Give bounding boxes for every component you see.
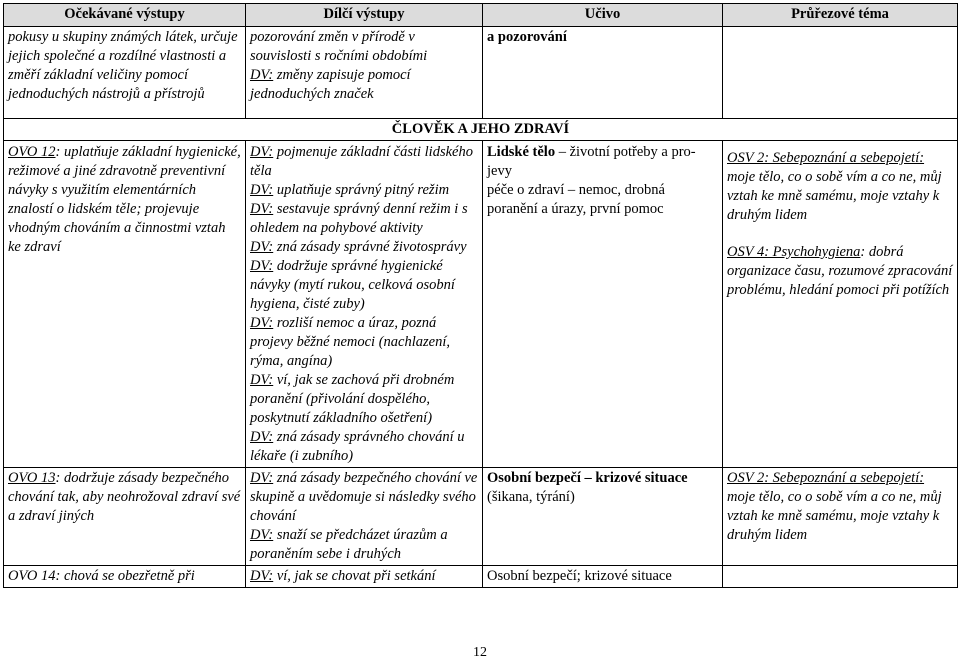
ovo-text: : uplatňuje základní hygienické, režimové a jiné zdravotně preventivní návyky s využitím elementárních znalostí o lidském těle; projevuje vhodným chováním a činnostmi vztah ke zdraví bbox=[8, 144, 241, 255]
cross-text: moje tělo, co o sobě vím a co ne, můj vztah ke mně samému, moje vztahy k druhým lidem bbox=[727, 489, 942, 543]
partial-item: DV: zná zásady bezpečného chování ve skupině a uvědomuje si následky svého chování bbox=[250, 470, 478, 524]
header-expected: Očekávané výstupy bbox=[4, 4, 246, 27]
curriculum-line2: péče o zdraví – nemoc, drobná poranění a úrazy, první pomoc bbox=[487, 182, 665, 217]
partial-item: DV: sestavuje správný denní režim i s ohledem na pohybové aktivity bbox=[250, 201, 468, 236]
cell-expected-last: OVO 14: chová se obezřetně při bbox=[4, 566, 246, 588]
row-health bbox=[4, 141, 958, 468]
cell-expected-top: pokusy u skupiny známých látek, určuje jejich společné a rozdílné vlastnosti a změří základní veličiny pomocí jednoduchých nástrojů a přístrojů bbox=[4, 27, 246, 119]
cell-curriculum-last: Osobní bezpečí; krizové situace bbox=[483, 566, 723, 588]
cell-partial-top bbox=[246, 27, 483, 119]
partial-item: DV: zná zásady správného chování u lékaře (i zubního) bbox=[250, 429, 465, 464]
partial-top-1: pozorování změn v přírodě v souvislosti s ročními obdobími bbox=[250, 29, 428, 64]
partial-top-2: změny zapisuje pomocí jednoduchých značek bbox=[250, 67, 411, 102]
curriculum-text: (šikana, týrání) bbox=[487, 489, 575, 505]
row-safety bbox=[4, 468, 958, 566]
cell-partial-health bbox=[246, 141, 483, 468]
partial-item: DV: dodržuje správné hygienické návyky (mytí rukou, celková osobní hygiena, čisté zuby) bbox=[250, 258, 455, 312]
header-cross: Průřezové téma bbox=[723, 4, 958, 27]
cell-cross-top bbox=[723, 27, 958, 119]
ovo-code: OVO 13 bbox=[8, 470, 56, 486]
cell-curriculum-health bbox=[483, 141, 723, 468]
row-last bbox=[4, 566, 958, 588]
ovo-code: OVO 12 bbox=[8, 144, 56, 160]
partial-item: DV: pojmenuje základní části lidského těla bbox=[250, 144, 473, 179]
cross-item-osv2: OSV 2: Sebepoznání a sebepojetí: moje tělo, co o sobě vím a co ne, můj vztah ke mně samému, moje vztahy k druhým lidem bbox=[727, 150, 942, 223]
curriculum-title: Lidské tělo bbox=[487, 144, 556, 160]
cell-expected-health bbox=[4, 141, 246, 468]
partial-item: DV: rozliší nemoc a úraz, pozná projevy běžné nemoci (nachlazení, rýma, angína) bbox=[250, 315, 450, 369]
cross-code: OSV 2: Sebepoznání a sebepojetí: bbox=[727, 470, 925, 486]
cell-cross-health bbox=[723, 141, 958, 468]
cell-curriculum-safety bbox=[483, 468, 723, 566]
cell-cross-safety bbox=[723, 468, 958, 566]
section-row bbox=[4, 119, 958, 141]
partial-item: DV: ví, jak se zachová při drobném poranění (přivolání dospělého, poskytnutí základního ošetření) bbox=[250, 372, 455, 426]
cell-cross-last bbox=[723, 566, 958, 588]
curriculum-title-rest: – životní potřeby a pro-jevy bbox=[487, 144, 696, 179]
cross-item-osv4: OSV 4: Psychohygiena: dobrá organizace času, rozumové zpracování problému, hledání pomoci při potížích bbox=[727, 244, 953, 298]
partial-item: DV: snaží se předcházet úrazům a poraněním sebe i druhých bbox=[250, 527, 448, 562]
cell-partial-last: DV: ví, jak se chovat při setkání bbox=[246, 566, 483, 588]
partial-item: DV: zná zásady správné životosprávy bbox=[250, 239, 467, 255]
header-row bbox=[4, 4, 958, 27]
section-title: ČLOVĚK A JEHO ZDRAVÍ bbox=[4, 119, 958, 141]
cell-expected-safety bbox=[4, 468, 246, 566]
header-curriculum: Učivo bbox=[483, 4, 723, 27]
dv-prefix: DV: bbox=[250, 67, 274, 83]
cell-curriculum-top: a pozorování bbox=[483, 27, 723, 119]
ovo-text: : dodržuje zásady bezpečného chování tak, aby neohrožoval zdraví své a zdraví jiných bbox=[8, 470, 241, 524]
page-number: 12 bbox=[473, 645, 487, 660]
row-top bbox=[4, 27, 958, 119]
cell-partial-safety bbox=[246, 468, 483, 566]
partial-item: DV: uplatňuje správný pitný režim bbox=[250, 182, 450, 198]
header-partial: Dílčí výstupy bbox=[246, 4, 483, 27]
curriculum-title: Osobní bezpečí – krizové situace bbox=[487, 470, 688, 486]
curriculum-table bbox=[3, 3, 958, 588]
